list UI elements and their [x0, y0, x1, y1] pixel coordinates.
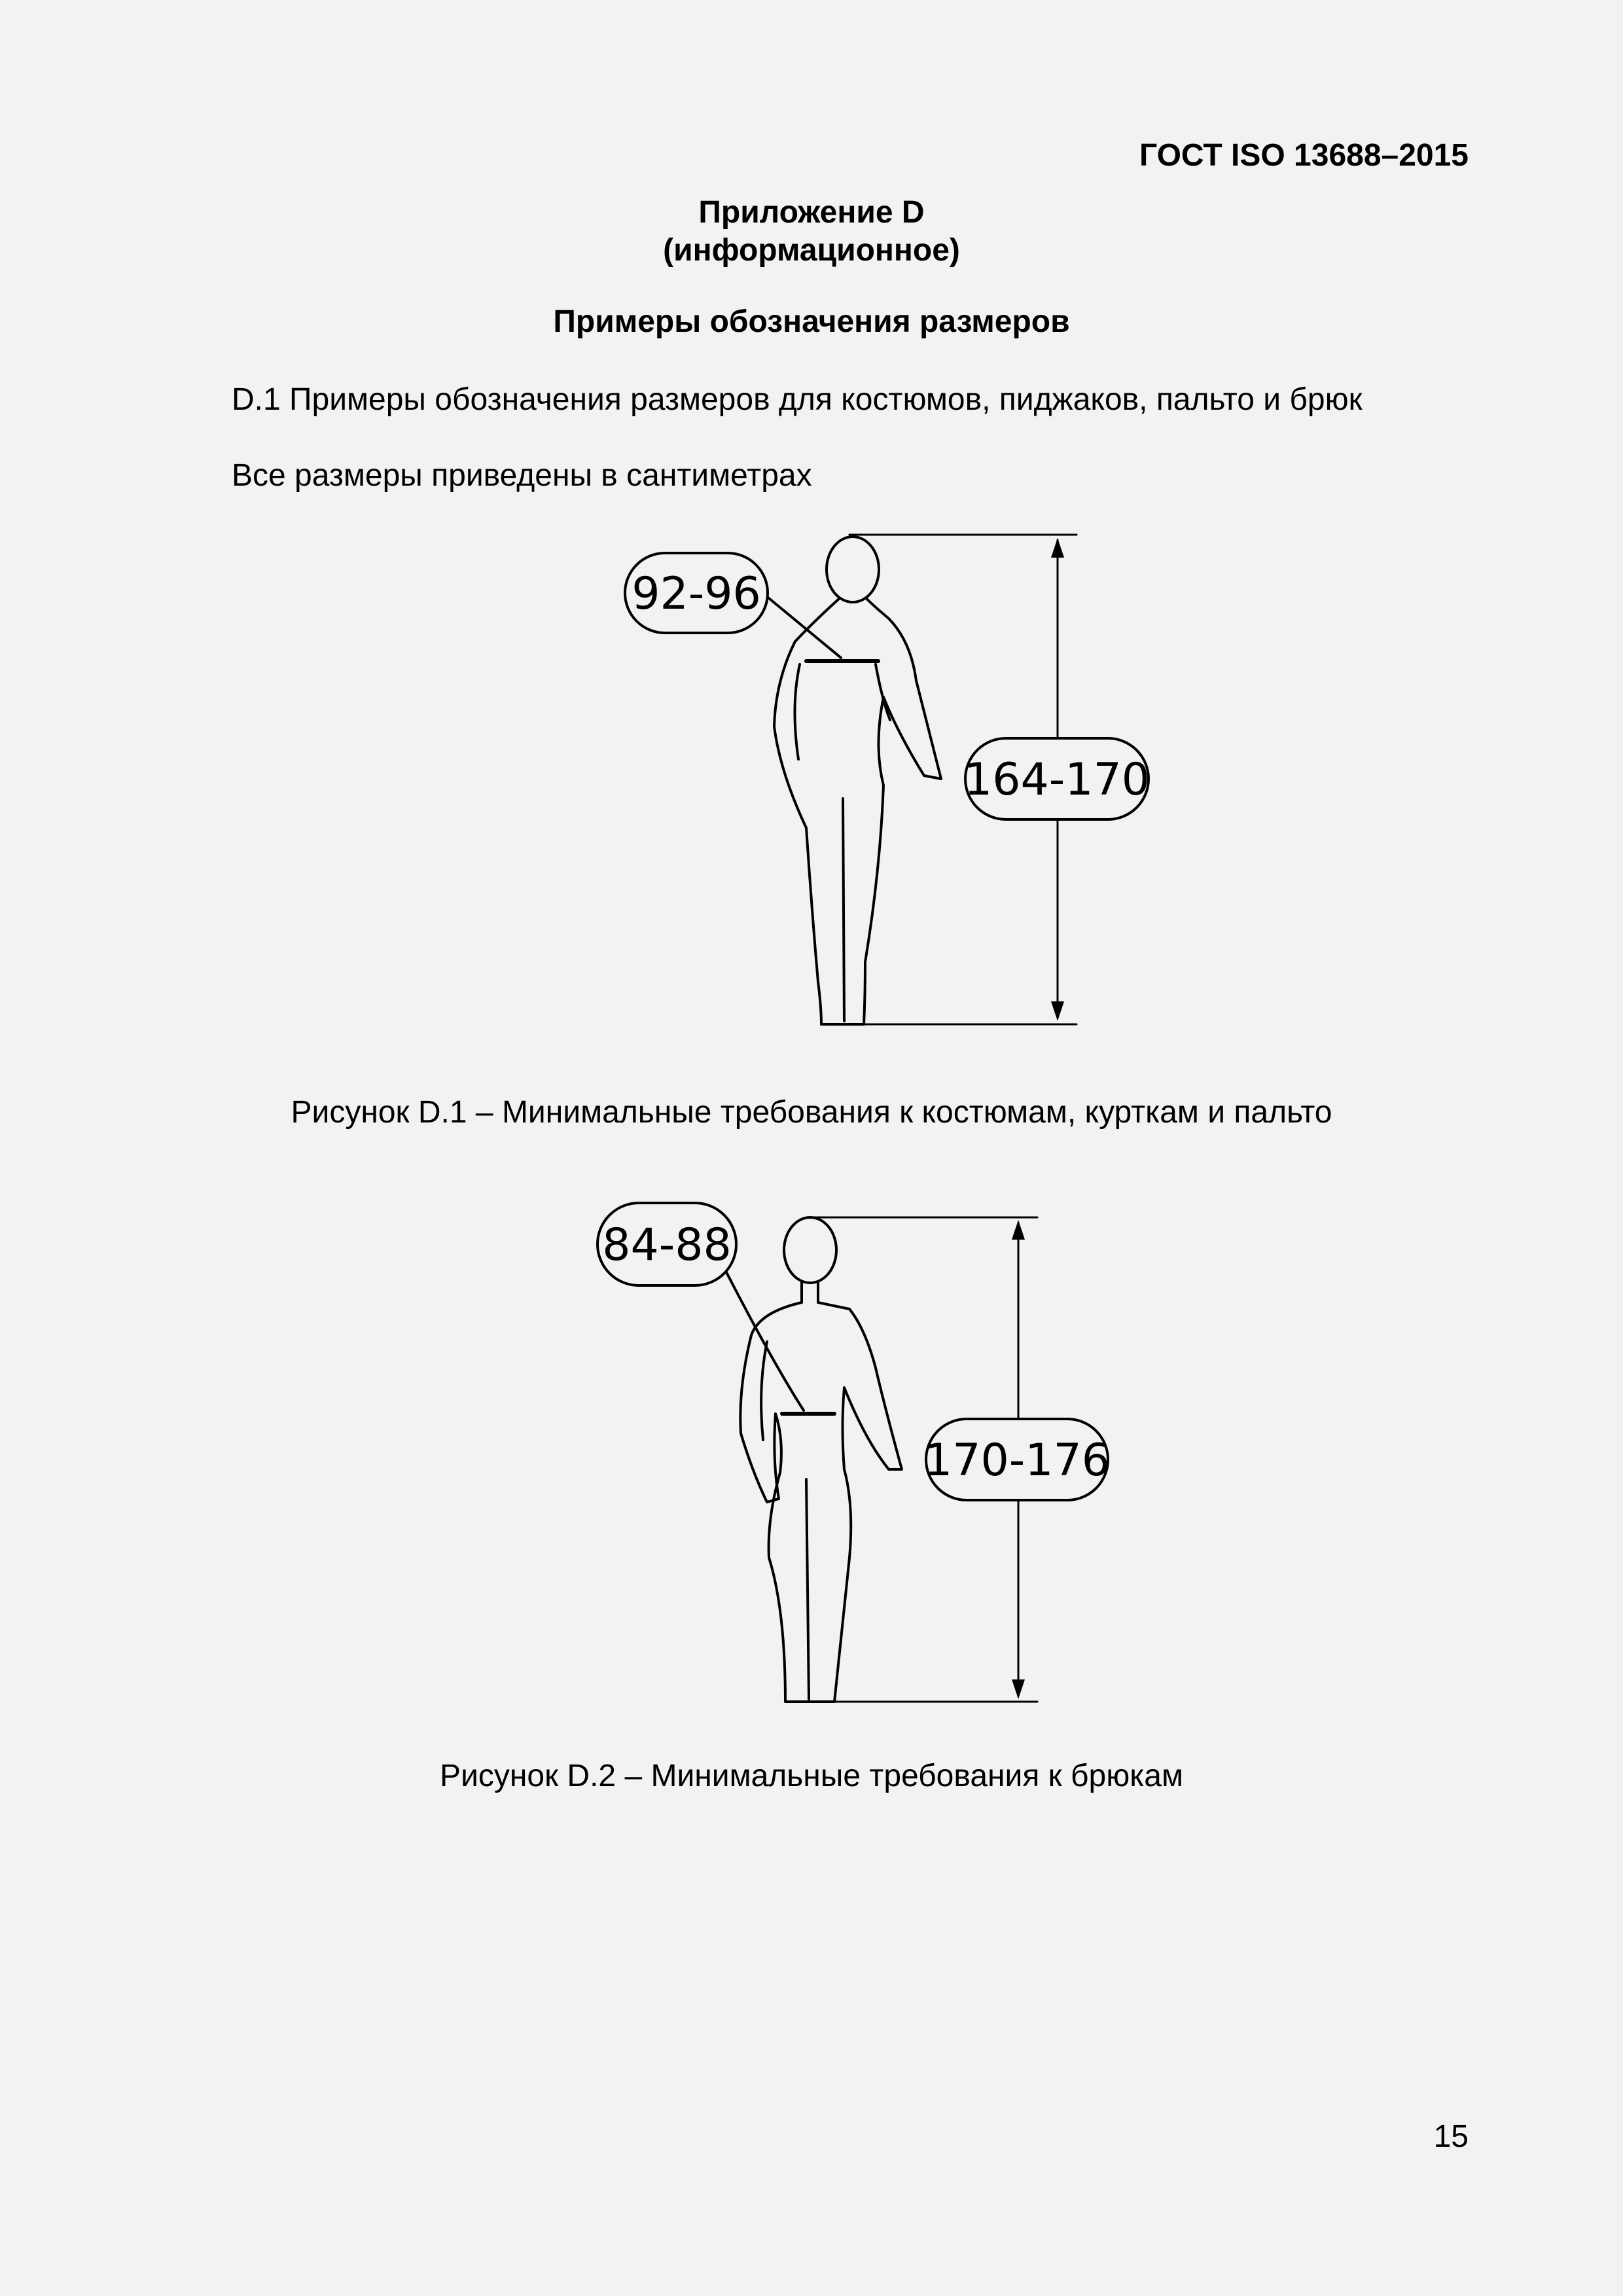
page-number: 15 [1433, 2119, 1469, 2154]
standard-code: ГОСТ ISO 13688–2015 [1139, 138, 1469, 173]
figure-d1-caption: Рисунок D.1 – Минимальные требования к костюмам, курткам и пальто [291, 1095, 1332, 1130]
figure-d2-silhouette [740, 1276, 902, 1702]
appendix-subtitle: (информационное) [663, 233, 960, 268]
section-title: Примеры обозначения размеров [553, 304, 1070, 339]
figure-d1-girth-label: 92-96 [632, 568, 761, 620]
figure-d1-height-label: 164-170 [963, 754, 1150, 806]
paragraph-d1: D.1 Примеры обозначения размеров для костюмов, пиджаков, пальто и брюк [232, 382, 1363, 417]
figure-d2-height-label: 170-176 [923, 1435, 1111, 1486]
figure-d2-girth-label: 84-88 [602, 1219, 732, 1271]
appendix-title: Приложение D [698, 195, 925, 230]
figure-d2-head [784, 1217, 836, 1283]
paragraph-units: Все размеры приведены в сантиметрах [232, 458, 812, 493]
figure-d2-caption: Рисунок D.2 – Минимальные требования к брюкам [440, 1759, 1183, 1793]
